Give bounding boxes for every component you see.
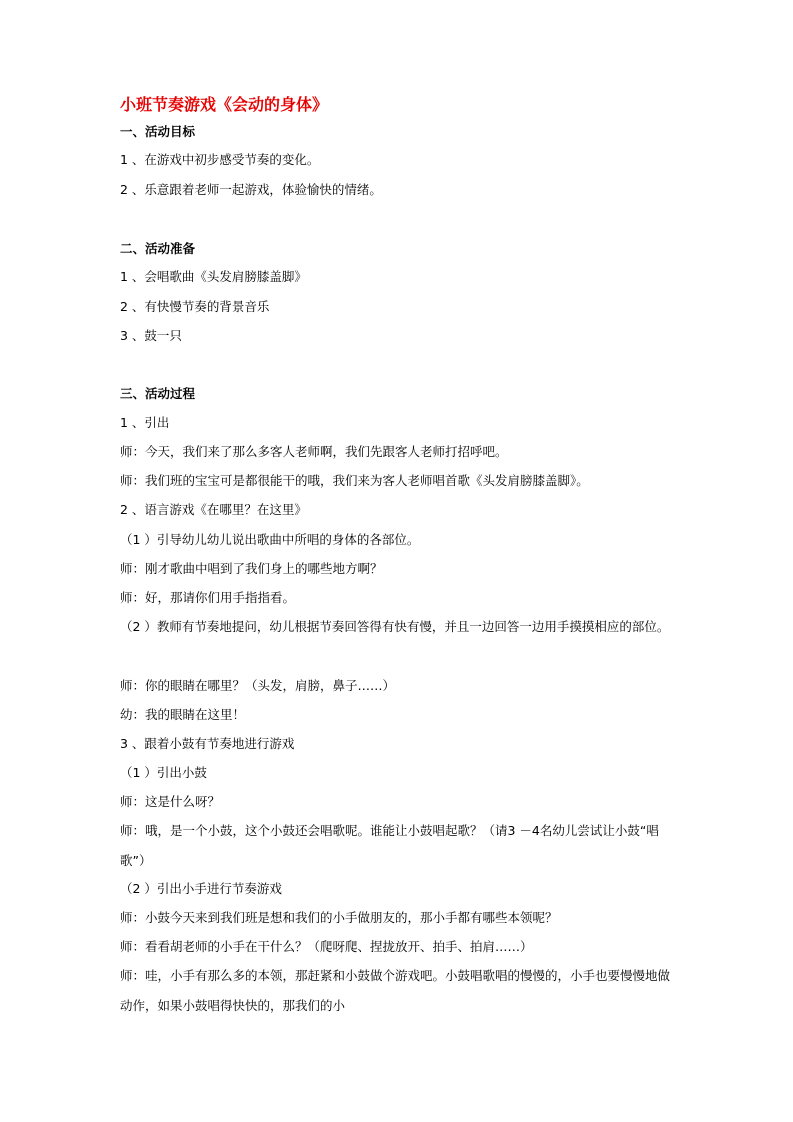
process-line: （2 ）引出小手进行节奏游戏	[120, 881, 282, 896]
goal-item-2: 2 、乐意跟着老师一起游戏，体验愉快的情绪。	[120, 182, 382, 197]
section-heading-process: 三、活动过程	[120, 386, 196, 401]
process-line: 师：看看胡老师的小手在干什么？（爬呀爬、捏拢放开、拍手、拍肩……）	[120, 939, 533, 954]
preparation-item-1: 1 、会唱歌曲《头发肩膀膝盖脚》	[120, 269, 307, 284]
preparation-item-3: 3 、鼓一只	[120, 328, 182, 343]
process-line: 师：刚才歌曲中唱到了我们身上的哪些地方啊？	[120, 561, 383, 576]
process-line: 师：这是什么呀？	[120, 794, 221, 809]
process-line: 1 、引出	[120, 415, 170, 430]
process-line: 师：今天，我们来了那么多客人老师啊，我们先跟客人老师打招呼吧。	[120, 444, 508, 459]
process-line: 3 、跟着小鼓有节奏地进行游戏	[120, 736, 295, 751]
process-line: （1 ）引出小鼓	[120, 765, 207, 780]
section-heading-goals: 一、活动目标	[120, 124, 196, 139]
process-line: 师：我们班的宝宝可是都很能干的哦，我们来为客人老师唱首歌《头发肩膀膝盖脚》。	[120, 473, 589, 488]
process-line: 师：小鼓今天来到我们班是想和我们的小手做朋友的，那小手都有哪些本领呢？	[120, 910, 558, 925]
goal-item-1: 1 、在游戏中初步感受节奏的变化。	[120, 152, 320, 167]
process-line: 师：你的眼睛在哪里？（头发，肩膀，鼻子……）	[120, 678, 396, 693]
process-line: 师：哦，是一个小鼓，这个小鼓还会唱歌呢。谁能让小鼓唱起歌？（请3 －4名幼儿尝试让小鼓“唱歌”）	[120, 823, 659, 868]
document-title: 小班节奏游戏《会动的身体》	[120, 95, 329, 114]
preparation-item-2: 2 、有快慢节奏的背景音乐	[120, 299, 270, 314]
process-line: 师：好，那请你们用手指指看。	[120, 590, 296, 605]
process-line: 师：哇，小手有那么多的本领，那赶紧和小鼓做个游戏吧。小鼓唱歌唱的慢慢的，小手也要慢慢地做动作，如果小鼓唱得快快的，那我们的小	[120, 968, 671, 1013]
process-line: （2 ）教师有节奏地提问，幼儿根据节奏回答得有快有慢，并且一边回答一边用手摸摸相应的部位。	[120, 619, 670, 634]
process-line: 幼：我的眼睛在这里！	[120, 707, 246, 722]
process-line: （1 ）引导幼儿幼儿说出歌曲中所唱的身体的各部位。	[120, 532, 420, 547]
process-line: 2 、语言游戏《在哪里？在这里》	[120, 502, 307, 517]
section-heading-preparation: 二、活动准备	[120, 241, 196, 256]
